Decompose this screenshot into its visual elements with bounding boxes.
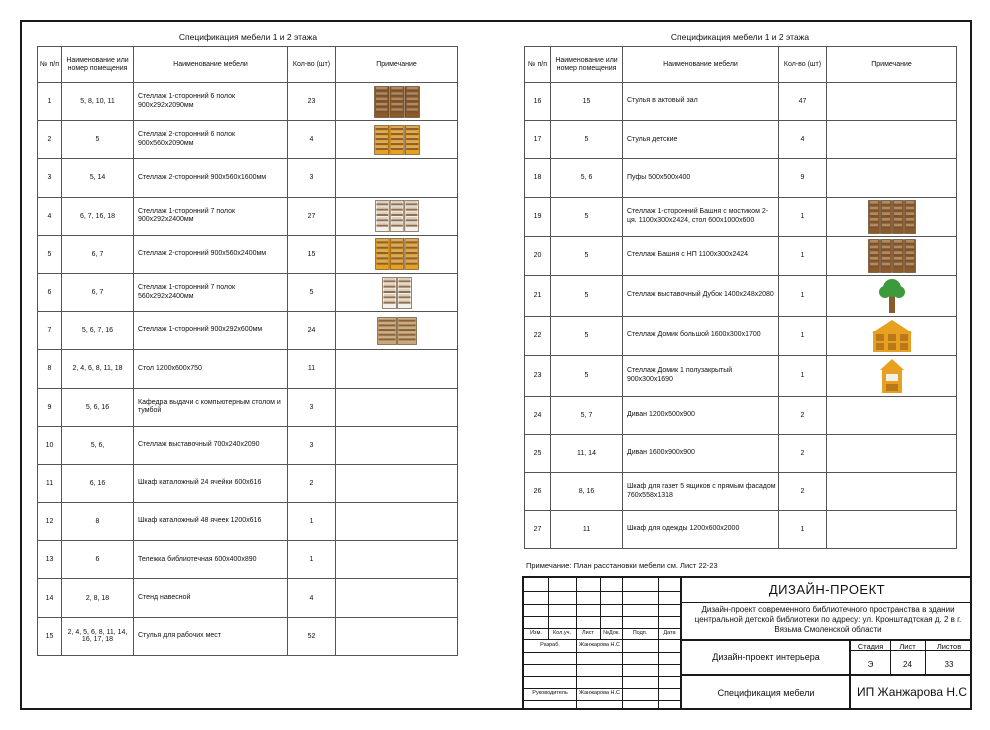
row-number: 8 [38, 350, 62, 388]
right-table-title: Спецификация мебели 1 и 2 этажа [670, 32, 810, 42]
row-number: 11 [38, 464, 62, 502]
ruk-name: Жанжарова Н.С [578, 690, 620, 696]
furniture-name-cell: Стеллаж выставочный 700х240х2090 [134, 426, 288, 464]
room-cell: 5 [551, 316, 623, 355]
quantity-cell: 2 [288, 464, 336, 502]
shelf-double-2400-image [338, 238, 455, 270]
sheet-title: Спецификация мебели [717, 688, 815, 698]
row-number: 10 [38, 426, 62, 464]
row-number: 24 [525, 396, 551, 434]
room-cell: 6, 16 [62, 464, 134, 502]
table-row [525, 121, 957, 159]
table-row [525, 275, 957, 316]
note-cell [336, 273, 458, 311]
room-cell: 8, 16 [551, 472, 623, 510]
quantity-cell: 1 [779, 355, 827, 396]
note-cell [827, 472, 957, 510]
furniture-name-cell: Кафедра выдачи с компьютерным столом и тумбой [134, 388, 288, 426]
note-cell [336, 541, 458, 579]
quantity-cell: 1 [779, 275, 827, 316]
note-cell [336, 235, 458, 273]
furniture-name-cell: Пуфы 500х500х400 [623, 159, 779, 197]
furniture-name-cell: Стеллаж 1-сторонний 7 полок 900х292х2400мм [134, 197, 288, 235]
quantity-cell: 2 [779, 396, 827, 434]
room-cell: 2, 8, 18 [62, 579, 134, 617]
table-row [38, 159, 458, 197]
furniture-name-cell: Диван 1200х500х900 [623, 396, 779, 434]
quantity-cell: 4 [779, 121, 827, 159]
project-title: ДИЗАЙН-ПРОЕКТ [768, 582, 886, 597]
furniture-name-cell: Стеллаж 2-сторонний 900х560х1600мм [134, 159, 288, 197]
note-cell [827, 511, 957, 549]
table-row [38, 388, 458, 426]
furniture-name-cell: Стулья для рабочих мест [134, 617, 288, 655]
list-label: Лист [582, 630, 594, 636]
shelf-single-7-shelves-image [338, 200, 455, 232]
row-number: 6 [38, 273, 62, 311]
table-row [525, 236, 957, 275]
table-row [525, 355, 957, 396]
table-row [525, 159, 957, 197]
house-small-shelf-image [829, 358, 954, 394]
right-spec-table [524, 46, 957, 549]
table-row [525, 511, 957, 549]
furniture-name-cell: Диван 1600х900х900 [623, 434, 779, 472]
quantity-cell: 3 [288, 388, 336, 426]
room-cell: 5 [62, 121, 134, 159]
note-cell [827, 83, 957, 121]
furniture-name-cell: Стеллаж выставочный Дубок 1400х248х2080 [623, 275, 779, 316]
col-note-header: Примечание [827, 47, 957, 83]
room-cell: 5 [551, 236, 623, 275]
row-number: 3 [38, 159, 62, 197]
table-row [38, 197, 458, 235]
furniture-name-cell: Стенд навесной [134, 579, 288, 617]
quantity-cell: 1 [779, 316, 827, 355]
quantity-cell: 23 [288, 83, 336, 121]
quantity-cell: 24 [288, 312, 336, 350]
note-cell [336, 83, 458, 121]
room-cell: 6, 7 [62, 273, 134, 311]
note-cell [827, 121, 957, 159]
furniture-name-cell: Стулья в актовый зал [623, 83, 779, 121]
room-cell: 5 [551, 275, 623, 316]
col-num-header: № п/п [38, 47, 62, 83]
table-row [525, 434, 957, 472]
kol-label: Кол.уч. [552, 630, 572, 636]
quantity-cell: 52 [288, 617, 336, 655]
note-cell [827, 355, 957, 396]
shelf-narrow-7-shelves-image [338, 277, 455, 309]
note-cell [827, 316, 957, 355]
footnote: Примечание: План расстановки мебели см. Лист 22-23 [526, 561, 718, 570]
sheet-value: 24 [903, 660, 912, 669]
stage-label: Стадия [857, 642, 884, 651]
furniture-name-cell: Стулья детские [623, 121, 779, 159]
table-row [38, 83, 458, 121]
quantity-cell: 1 [779, 511, 827, 549]
room-cell: 5 [551, 355, 623, 396]
row-number: 22 [525, 316, 551, 355]
room-cell: 5, 14 [62, 159, 134, 197]
quantity-cell: 1 [288, 503, 336, 541]
table-row [525, 472, 957, 510]
house-big-shelf-image [829, 319, 954, 353]
note-cell [336, 159, 458, 197]
row-number: 4 [38, 197, 62, 235]
table-row [525, 316, 957, 355]
row-number: 16 [525, 83, 551, 121]
quantity-cell: 9 [779, 159, 827, 197]
room-cell: 6 [62, 541, 134, 579]
row-number: 19 [525, 197, 551, 236]
col-name-header: Наименование мебели [623, 47, 779, 83]
room-cell: 5, 6, [62, 426, 134, 464]
furniture-name-cell: Стеллаж 1-сторонний 900х292х600мм [134, 312, 288, 350]
quantity-cell: 3 [288, 426, 336, 464]
table-row [525, 396, 957, 434]
stage-value: Э [867, 660, 874, 669]
note-cell [336, 121, 458, 159]
note-cell [336, 579, 458, 617]
company-name: ИП Жанжарова Н.С [856, 685, 968, 699]
low-shelf-image [338, 317, 455, 345]
row-number: 7 [38, 312, 62, 350]
row-number: 26 [525, 472, 551, 510]
furniture-name-cell: Стеллаж 1-сторонний 6 полок 900х292х2090мм [134, 83, 288, 121]
furniture-name-cell: Шкаф для газет 5 ящиков с прямым фасадом 760х558х1318 [623, 472, 779, 510]
note-cell [827, 396, 957, 434]
sheets-value: 33 [944, 660, 954, 669]
quantity-cell: 1 [288, 541, 336, 579]
furniture-name-cell: Стеллаж 2-сторонний 6 полок 900х560х2090мм [134, 121, 288, 159]
ndok-label: №Док. [603, 630, 620, 636]
note-cell [827, 275, 957, 316]
room-cell: 2, 4, 6, 8, 11, 18 [62, 350, 134, 388]
quantity-cell: 1 [779, 197, 827, 236]
table-row [38, 617, 458, 655]
tree-shelf-image [829, 278, 954, 314]
note-cell [827, 159, 957, 197]
quantity-cell: 1 [779, 236, 827, 275]
table-row [38, 235, 458, 273]
quantity-cell: 11 [288, 350, 336, 388]
razrab-name: Жанжарова Н.С [578, 642, 620, 648]
razrab-label: Разраб. [540, 642, 560, 648]
furniture-name-cell: Тележка библиотечная 600х400х890 [134, 541, 288, 579]
table-row [38, 350, 458, 388]
note-cell [336, 350, 458, 388]
furniture-name-cell: Шкаф для одежды 1200х600х2000 [623, 511, 779, 549]
row-number: 15 [38, 617, 62, 655]
room-cell: 11 [551, 511, 623, 549]
room-cell: 5, 6 [551, 159, 623, 197]
shelf-single-6-shelves-image [338, 86, 455, 118]
row-number: 14 [38, 579, 62, 617]
note-cell [827, 197, 957, 236]
left-spec-table [37, 46, 458, 656]
row-number: 20 [525, 236, 551, 275]
room-cell: 5 [551, 197, 623, 236]
quantity-cell: 15 [288, 235, 336, 273]
row-number: 1 [38, 83, 62, 121]
title-block [522, 576, 972, 710]
furniture-name-cell: Стеллаж 2-сторонний 900х560х2400мм [134, 235, 288, 273]
room-cell: 15 [551, 83, 623, 121]
note-cell [336, 617, 458, 655]
izm-label: Изм. [530, 630, 542, 636]
project-description: Дизайн-проект современного библиотечного пространства в здании центральной детской библиотеки по адресу: ул. Кронштадтская д. 2 в г. Вязьма Смоленской области [694, 605, 962, 634]
col-room-header: Наименование или номер помещения [62, 47, 134, 83]
col-name-header: Наименование мебели [134, 47, 288, 83]
table-row [38, 503, 458, 541]
furniture-name-cell: Стол 1200х600х750 [134, 350, 288, 388]
room-cell: 5, 7 [551, 396, 623, 434]
quantity-cell: 5 [288, 273, 336, 311]
note-cell [827, 236, 957, 275]
table-row [38, 426, 458, 464]
sheet-label: Лист [899, 642, 916, 651]
row-number: 12 [38, 503, 62, 541]
ruk-label: Руководитель [532, 690, 568, 696]
note-cell [336, 388, 458, 426]
row-number: 2 [38, 121, 62, 159]
furniture-name-cell: Стеллаж Башня с НП 1100х300х2424 [623, 236, 779, 275]
table-row [38, 273, 458, 311]
quantity-cell: 3 [288, 159, 336, 197]
row-number: 27 [525, 511, 551, 549]
doc-type: Дизайн-проект интерьера [712, 652, 820, 662]
quantity-cell: 2 [779, 472, 827, 510]
room-cell: 5, 6, 7, 16 [62, 312, 134, 350]
data-label: Дата [663, 630, 676, 636]
note-cell [336, 426, 458, 464]
quantity-cell: 47 [779, 83, 827, 121]
row-number: 17 [525, 121, 551, 159]
row-number: 23 [525, 355, 551, 396]
room-cell: 11, 14 [551, 434, 623, 472]
note-cell [336, 464, 458, 502]
table-row [525, 83, 957, 121]
note-cell [336, 312, 458, 350]
note-cell [827, 434, 957, 472]
row-number: 5 [38, 235, 62, 273]
col-qty-header: Кол-во (шт) [779, 47, 827, 83]
quantity-cell: 4 [288, 579, 336, 617]
row-number: 9 [38, 388, 62, 426]
row-number: 25 [525, 434, 551, 472]
table-row [38, 121, 458, 159]
table-row [38, 541, 458, 579]
row-number: 13 [38, 541, 62, 579]
quantity-cell: 27 [288, 197, 336, 235]
table-row [38, 312, 458, 350]
furniture-name-cell: Стеллаж 1-сторонний Башня с мостиком 2-ця. 1100х300х2424, стол 600х1000х600 [623, 197, 779, 236]
table-row [525, 197, 957, 236]
note-cell [336, 197, 458, 235]
col-note-header: Примечание [336, 47, 458, 83]
furniture-name-cell: Шкаф каталожный 48 ячеек 1200х616 [134, 503, 288, 541]
sheets-label: Листов [936, 642, 962, 651]
furniture-name-cell: Стеллаж Домик большой 1600х300х1700 [623, 316, 779, 355]
room-cell: 5, 6, 16 [62, 388, 134, 426]
podp-label: Подп. [632, 630, 648, 636]
table-row [38, 464, 458, 502]
furniture-name-cell: Стеллаж Домик 1 полузакрытый 900х300х1690 [623, 355, 779, 396]
quantity-cell: 4 [288, 121, 336, 159]
furniture-name-cell: Шкаф каталожный 24 ячейки 600х616 [134, 464, 288, 502]
furniture-name-cell: Стеллаж 1-сторонний 7 полок 560х292х2400мм [134, 273, 288, 311]
tower-bridge-shelf-image [829, 200, 954, 234]
row-number: 18 [525, 159, 551, 197]
tower-shelf-image [829, 239, 954, 273]
left-table-title: Спецификация мебели 1 и 2 этажа [178, 32, 318, 42]
room-cell: 5, 8, 10, 11 [62, 83, 134, 121]
col-qty-header: Кол-во (шт) [288, 47, 336, 83]
room-cell: 5 [551, 121, 623, 159]
room-cell: 8 [62, 503, 134, 541]
quantity-cell: 2 [779, 434, 827, 472]
table-row [38, 579, 458, 617]
room-cell: 6, 7 [62, 235, 134, 273]
shelf-double-6-shelves-image [338, 125, 455, 155]
note-cell [336, 503, 458, 541]
col-num-header: № п/п [525, 47, 551, 83]
room-cell: 6, 7, 16, 18 [62, 197, 134, 235]
room-cell: 2, 4, 5, 6, 8, 11, 14, 16, 17, 18 [62, 617, 134, 655]
col-room-header: Наименование или номер помещения [551, 47, 623, 83]
row-number: 21 [525, 275, 551, 316]
